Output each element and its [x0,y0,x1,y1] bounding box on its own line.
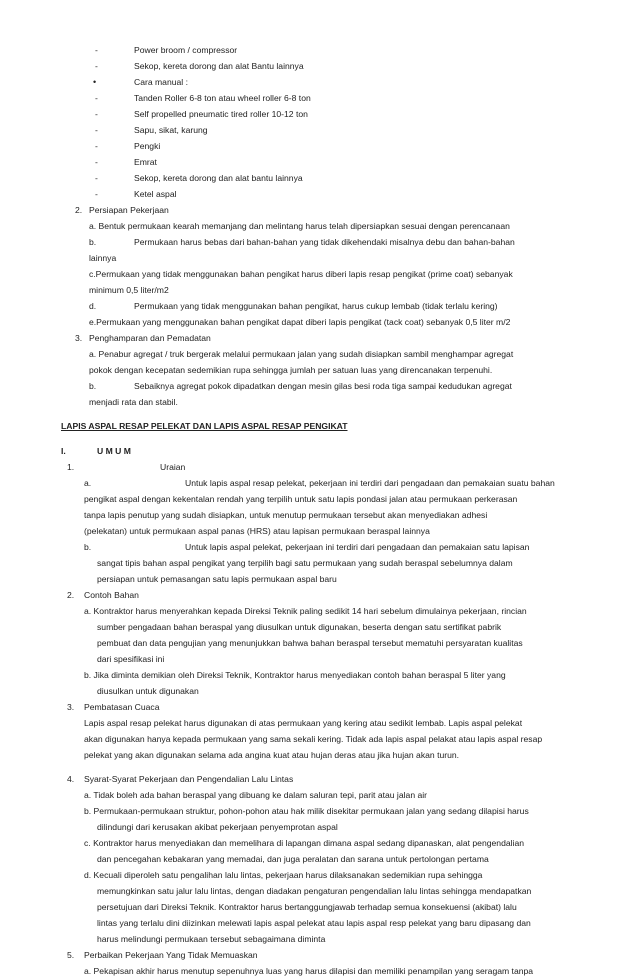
paragraph-line: b. Jika diminta demikian oleh Direksi Teknik, Kontraktor harus menyediakan contoh bahan beraspal 5 liter yang [84,670,506,680]
section-title: Syarat-Syarat Pekerjaan dan Pengendalian Lalu Lintas [84,774,294,784]
section-title: Uraian [160,462,186,472]
roman-numeral: I. [61,446,66,456]
list-item: Emrat [134,157,157,167]
paragraph-line: pengikat aspal dengan kekentalan rendah yang terpilih untuk satu lapis pondasi jalan atau permukaan perkerasan [84,494,518,504]
list-item: Tanden Roller 6-8 ton atau wheel roller 6-8 ton [134,93,311,103]
list-dash: - [95,173,98,183]
paragraph-line: lintas yang terlalu dini diizinkan melewati lapis aspal pelekat atau lapis aspal resp pelekat yang baru dipasang dan [97,918,531,928]
list-dash: - [95,125,98,135]
paragraph-line: Untuk lapis aspal pelekat, pekerjaan ini terdiri dari pengadaan dan pemakaian satu lapisan [185,542,530,552]
item-label: b. [84,542,92,552]
paragraph-line: memungkinkan satu jalur lalu lintas, dengan diadakan pengaturan pengendalian lalu lintas sehingga mendapatkan [97,886,532,896]
paragraph-line: pokok dengan kecepatan sedemikian rupa sehingga jumlah per satuan luas yang direncanakan terpenuhi. [89,365,493,375]
paragraph-line: c.Permukaan yang tidak menggunakan bahan pengikat harus diberi lapis resap pengikat (prime coat) sebanyak [89,269,513,279]
list-dash: - [95,109,98,119]
paragraph-line: minimum 0,5 liter/m2 [89,285,169,295]
section-number: 5. [67,950,75,960]
list-item: Self propelled pneumatic tired roller 10-12 ton [134,109,308,119]
paragraph-line: menjadi rata dan stabil. [89,397,178,407]
paragraph-line: sangat tipis bahan aspal pengikat yang terpilih bagi satu permukaan yang sudah beraspal sebelumnya dalam [97,558,513,568]
paragraph-line: harus melindungi permukaan tersebut sebagaimana diminta [97,934,326,944]
section-number: 1. [67,462,75,472]
list-item: Pengki [134,141,161,151]
section-heading: U M U M [97,446,131,456]
paragraph-line: persetujuan dari Direksi Teknik. Kontraktor harus bertanggungjawab terhadap semua konsekuensi (akibat) lalu [97,902,517,912]
list-item: Sapu, sikat, karung [134,125,208,135]
paragraph-line: Sebaiknya agregat pokok dipadatkan dengan mesin gilas besi roda tiga sampai kedudukan agregat [134,381,512,391]
section-number: 2. [67,590,75,600]
paragraph-line: tanpa lapis penutup yang sudah disiapkan, untuk menutup permukaan tersebut akan menyediakan adhesi [84,510,488,520]
section-title: Persiapan Pekerjaan [89,205,169,215]
paragraph-line: pelekat yang akan digunakan selama ada angina kuat atau hujan deras atau jika hujan akan turun. [84,750,460,760]
paragraph-line: lainnya [89,253,117,263]
list-item: Sekop, kereta dorong dan alat bantu lainnya [134,173,303,183]
paragraph-line: Lapis aspal resap pelekat harus digunakan di atas permukaan yang kering atau sedikit lembab. Lapis aspal pelekat [84,718,523,728]
section-title: Pembatasan Cuaca [84,702,160,712]
paragraph-line: c. Kontraktor harus menyediakan dan memelihara di lapangan dimana aspal sedang dipanaskan, alat pengendalian [84,838,525,848]
paragraph-line: Permukaan harus bebas dari bahan-bahan yang tidak dikehendaki misalnya debu dan bahan-bahan [134,237,515,247]
paragraph-line: d. Kecuali diperoleh satu pengalihan lalu lintas, pekerjaan harus dilaksanakan sedemikian rupa sehingga [84,870,483,880]
paragraph-line: dan pencegahan kebakaran yang memadai, dan juga peralatan dan sarana untuk pertolongan pertama [97,854,489,864]
list-dash: - [95,61,98,71]
paragraph-line: a. Tidak boleh ada bahan beraspal yang dibuang ke dalam saluran tepi, parit atau jalan air [84,790,428,800]
section-title: Contoh Bahan [84,590,139,600]
paragraph-line: a. Penabur agregat / truk bergerak melalui permukaan jalan yang sudah disiapkan sambil menghampar agregat [89,349,514,359]
paragraph-line: a. Bentuk permukaan kearah memanjang dan melintang harus telah dipersiapkan sesuai dengan perencanaan [89,221,510,231]
section-number: 4. [67,774,75,784]
paragraph-line: dari spesifikasi ini [97,654,165,664]
paragraph-line: sumber pengadaan bahan beraspal yang diusulkan untuk digunakan, beserta dengan satu sertifikat pabrik [97,622,502,632]
section-title: Perbaikan Pekerjaan Yang Tidak Memuaskan [84,950,258,960]
list-dash: - [95,189,98,199]
bullet-icon: • [93,77,97,87]
item-label: b. [89,237,97,247]
list-dash: - [95,141,98,151]
list-dash: - [95,93,98,103]
list-dash: - [95,45,98,55]
item-label: a. [84,478,92,488]
paragraph-line: dilindungi dari kerusakan akibat pekerjaan penyemprotan aspal [97,822,338,832]
paragraph-line: (pelekatan) untuk permukaan aspal panas (HRS) atau lapisan permukaan beraspal lainnya [84,526,430,536]
list-dash: - [95,157,98,167]
paragraph-line: a. Pekapisan akhir harus menutup sepenuhnya luas yang harus dilapisi dan memiliki penampilan yang seragam tanpa [84,966,534,976]
paragraph-line: pembuat dan data pengujian yang menunjukkan bahwa bahan beraspal tersebut mematuhi persyaratan kualitas [97,638,523,648]
paragraph-line: diusulkan untuk digunakan [97,686,199,696]
paragraph-line: e.Permukaan yang menggunakan bahan pengikat dapat diberi lapis pengikat (tack coat) sebanyak 0,5 liter m/2 [89,317,511,327]
section-number: 2. [75,205,83,215]
paragraph-line: akan digunakan hanya kepada permukaan yang sama sekali kering. Tidak ada lapis aspal pelakat atau lapis aspal resap [84,734,543,744]
item-label: d. [89,301,97,311]
section-title: Penghamparan dan Pemadatan [89,333,211,343]
section-number: 3. [67,702,75,712]
list-item: Power broom / compressor [134,45,238,55]
list-item: Cara manual : [134,77,188,87]
section-number: 3. [75,333,83,343]
paragraph-line: persiapan untuk pemasangan satu lapis permukaan aspal baru [97,574,337,584]
item-label: b. [89,381,97,391]
page-title: LAPIS ASPAL RESAP PELEKAT DAN LAPIS ASPAL RESAP PENGIKAT [61,421,348,431]
paragraph-line: Permukaan yang tidak menggunakan bahan pengikat, harus cukup lembab (tidak terlalu kering) [134,301,498,311]
list-item: Ketel aspal [134,189,177,199]
paragraph-line: a. Kontraktor harus menyerahkan kepada Direksi Teknik paling sedikit 14 hari sebelum dimulainya pekerjaan, rincian [84,606,527,616]
paragraph-line: Untuk lapis aspal resap pelekat, pekerjaan ini terdiri dari pengadaan dan pemakaian suatu bahan [185,478,555,488]
paragraph-line: b. Permukaan-permukaan struktur, pohon-pohon atau hak milik disekitar permukaan jalan yang sedang dilapisi harus [84,806,529,816]
list-item: Sekop, kereta dorong dan alat Bantu lainnya [134,61,304,71]
